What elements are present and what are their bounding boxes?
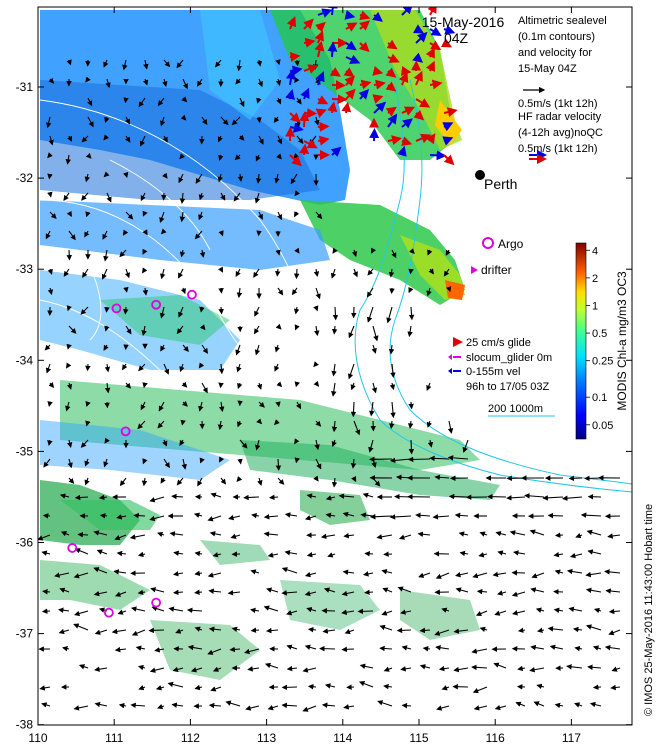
velocity-arrow — [259, 117, 260, 122]
velocity-arrow — [50, 193, 51, 197]
lat-tick-label: -33 — [15, 262, 33, 277]
velocity-arrow — [353, 402, 354, 416]
lon-tick-label: 111 — [105, 731, 124, 745]
lat-tick-label: -38 — [15, 717, 33, 732]
velocity-arrow — [221, 288, 222, 293]
altimetry-line3: and velocity for — [518, 47, 592, 59]
lon-tick-label: 117 — [561, 731, 581, 745]
velocity-arrow — [585, 478, 601, 479]
colorbar-tick-label: 0.25 — [592, 355, 614, 368]
velocity-arrow — [297, 60, 298, 65]
altimetry-scale: 0.5m/s (1kt 12h) — [518, 98, 598, 110]
drifter-legend-label: drifter — [481, 263, 512, 277]
velocity-arrow — [79, 534, 89, 535]
velocity-arrow — [343, 649, 355, 650]
radar-arrow — [332, 99, 346, 100]
velocity-arrow — [450, 496, 468, 497]
argo-legend-label: Argo — [498, 237, 524, 251]
velocity-arrow — [309, 686, 316, 687]
lat-tick-label: -36 — [15, 535, 33, 550]
velocity-arrow — [49, 402, 50, 406]
title-time: 04Z — [443, 30, 469, 46]
altimetry-line1: Altimetric sealevel — [518, 15, 607, 27]
slocum-legend-label: slocum_glider 0m — [466, 352, 553, 364]
velocity-arrow — [570, 478, 582, 479]
radar-line2: (4-12h avg)noQC — [518, 127, 603, 139]
velocity-arrow — [69, 250, 70, 260]
lon-tick-label: 116 — [485, 731, 505, 745]
velocity-arrow — [409, 459, 430, 460]
credit-line: © IMOS 25-May-2016 11:43:00 Hobart time — [643, 503, 655, 716]
altimetry-line4: 15-May 04Z — [518, 63, 577, 75]
velocity-arrow — [296, 269, 297, 278]
velocity-arrow — [296, 459, 297, 462]
velocity-arrow — [277, 269, 278, 276]
velocity-arrow — [182, 421, 183, 425]
velocity-arrow — [320, 649, 335, 650]
velocity-arrow — [240, 459, 241, 463]
glide-legend-label: 25 cm/s glide — [466, 337, 531, 349]
lat-tick-label: -34 — [15, 353, 33, 368]
velocity-arrow — [126, 288, 127, 292]
velocity-arrow — [365, 553, 373, 554]
lon-tick-label: 110 — [28, 731, 48, 745]
lon-tick-label: 115 — [409, 731, 429, 745]
velocity-arrow — [411, 440, 412, 453]
radar-line1: HF radar velocity — [518, 111, 602, 123]
velocity-arrow — [43, 591, 50, 592]
radar-arrow — [318, 126, 328, 127]
lat-tick-label: -31 — [15, 80, 33, 94]
velocity-arrow — [150, 630, 165, 631]
perth-label: Perth — [484, 176, 518, 192]
period-legend-label: 96h to 17/05 03Z — [466, 381, 550, 393]
velocity-arrow — [49, 174, 50, 178]
depth-legend-label: 200 1000m — [488, 403, 544, 415]
radar-arrow — [332, 85, 344, 86]
velocity-arrow — [365, 592, 373, 593]
radar-arrow — [304, 113, 305, 127]
colorbar-tick-label: 0.05 — [592, 419, 614, 432]
lon-tick-label: 114 — [333, 731, 353, 745]
radar-legend — [518, 111, 603, 159]
velocity-arrow — [335, 307, 336, 319]
velocity-arrow — [252, 630, 259, 631]
colorbar-tick-label: 1 — [592, 300, 599, 313]
radar-arrow — [304, 146, 305, 155]
velocity-arrow — [283, 687, 297, 688]
lon-tick-label: 113 — [257, 731, 277, 745]
colorbar-tick-label: 4 — [592, 245, 599, 258]
velocity-arrow — [244, 497, 259, 498]
colorbar-label: MODIS Chl-a mg/m3 OC3 — [615, 271, 629, 411]
velocity-arrow — [43, 611, 50, 612]
radar-arrow — [290, 56, 299, 57]
radar-scale: 0.5m/s (1kt 12h) — [518, 143, 598, 155]
velocity-arrow — [398, 630, 411, 631]
velocity-arrow — [270, 497, 278, 498]
radar-arrow — [332, 44, 333, 58]
colorbar-tick-label: 0.5 — [592, 328, 608, 341]
velocity-arrow — [296, 383, 297, 386]
velocity-arrow — [134, 515, 145, 516]
velocity-arrow — [107, 307, 108, 312]
velocity-arrow — [125, 307, 126, 314]
velocity-arrow — [411, 269, 412, 273]
velocity-arrow — [359, 611, 373, 612]
velocity-arrow — [411, 402, 412, 408]
velocity-arrow — [403, 705, 411, 706]
velocity-arrow — [594, 687, 601, 688]
altimetry-line2: (0.1m contours) — [518, 31, 596, 43]
velocity-arrow — [221, 307, 222, 313]
velocity-arrow — [101, 515, 107, 516]
colorbar-tick-label: 0.1 — [592, 392, 608, 405]
velocity-arrow — [556, 535, 563, 536]
lat-tick-label: -32 — [15, 171, 33, 186]
velocity-arrow — [549, 515, 563, 516]
lon-tick-label: 112 — [180, 731, 200, 745]
colorbar-ramp — [576, 243, 586, 439]
lat-tick-label: -37 — [15, 626, 33, 641]
radar-arrow — [402, 71, 410, 72]
vel-legend-label: 0-155m vel — [466, 366, 521, 378]
velocity-arrow — [88, 364, 89, 370]
title-date: 15-May-2016 — [421, 14, 505, 30]
velocity-arrow — [125, 98, 126, 102]
radar-arrow — [430, 155, 445, 156]
colorbar-tick-label: 2 — [592, 272, 599, 285]
velocity-arrow — [278, 459, 279, 470]
velocity-arrow — [44, 516, 50, 517]
lat-tick-label: -35 — [15, 444, 33, 459]
radar-arrow — [374, 130, 375, 141]
